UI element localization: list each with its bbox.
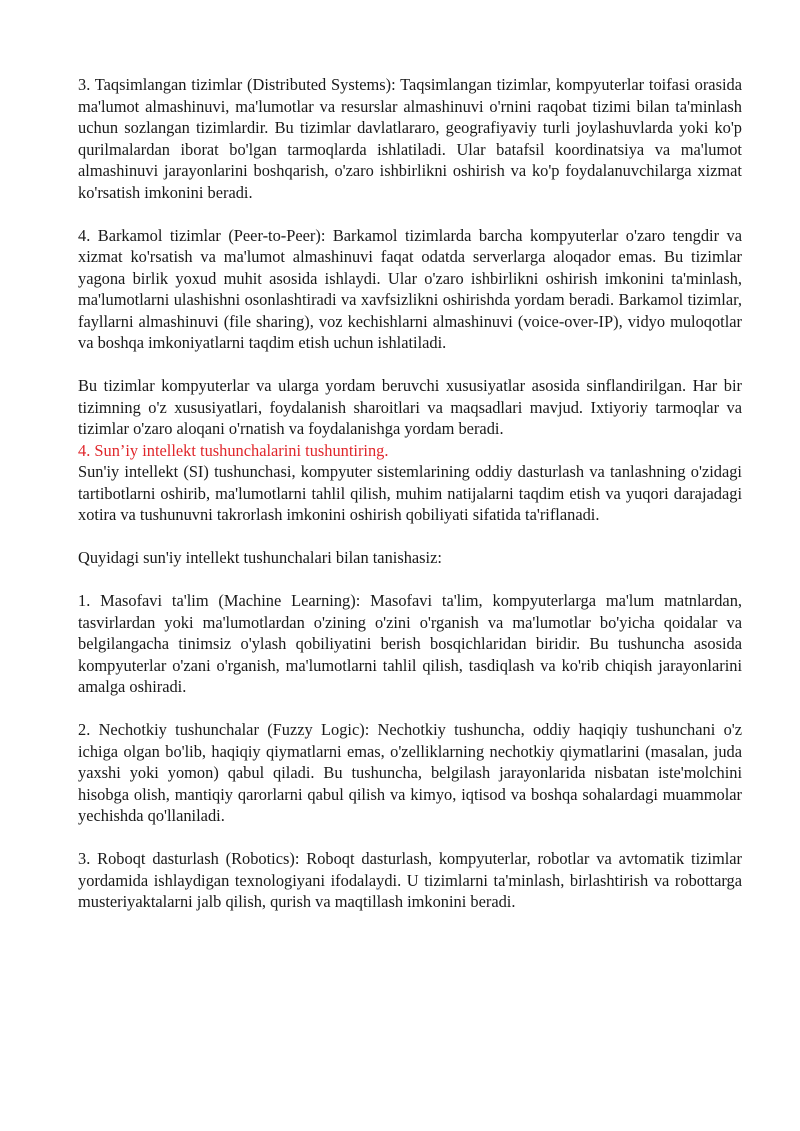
paragraph-ai-intro: Quyidagi sun'iy intellekt tushunchalari bilan tanishasiz: <box>78 548 442 567</box>
paragraph-distributed-systems: 3. Taqsimlangan tizimlar (Distributed Systems): Taqsimlangan tizimlar, kompyuterlar toifasi orasida ma'lumot almashinuvi, ma'lumotlar va resurslar almashinuvi o'rnini raqobat tizimi bilan ta'minlash uchun sozlangan tizimlardir. Bu tizimlar davlatlararo, geografiyaviy turli joylashuvlarda yoki ko'p qurilmalardan iborat bo'lgan tarmoqlarda ishlatiladi. Ular batafsil koordinatsiya va ma'lumot almashinuvi jarayonlarini boshqarish, o'zaro ishbirlikni oshirish va ko'p foydalanuvchilarga xizmat ko'rsatish imkonini beradi. <box>78 75 742 202</box>
paragraph-systems-summary: Bu tizimlar kompyuterlar va ularga yordam beruvchi xususiyatlar asosida sinflandirilgan. Har bir tizimning o'z xususiyatlari, foydalanish sharoitlari va maqsadlari mavjud. Ixtiyoriy tarmoqlar va tizimlar o'zaro aloqani o'rnatish va foydalanishga yordam beradi. <box>78 376 742 438</box>
paragraph-fuzzy-logic: 2. Nechotkiy tushunchalar (Fuzzy Logic): Nechotkiy tushuncha, oddiy haqiqiy tushunchani o'z ichiga olgan bo'lib, haqiqiy qiymatlarni emas, o'zelliklarning nechotkiy qiymatlarini (masalan, juda yaxshi yoki yomon) qabul qiladi. Bu tushuncha, belgilash jarayonlarida nisbatan iste'molchini hisobga olish, mantiqiy qarorlarni qabul qilish va kimyo, iqtisod va boshqa sohalardagi muammolar yechishda qo'llaniladi. <box>78 720 742 825</box>
section-heading: 4. Sun’iy intellekt tushunchalarini tushuntiring. <box>78 440 389 460</box>
paragraph-spacer <box>78 354 742 376</box>
paragraph-machine-learning: 1. Masofavi ta'lim (Machine Learning): Masofavi ta'lim, kompyuterlarga ma'lum matnlardan, tasvirlardan yoki ma'lumotlardan o'zining o'zini o'rganish va ma'lumotlar bo'yicha qoidalar va belgilangacha tinimsiz o'ylash qobiliyatini berish bosqichlaridan biridir. Bu tushuncha asosida kompyuterlar o'zani o'rganish, ma'lumotlarni tahlil qilish, tasdiqlash va ko'rib chiqish jarayonlarini amalga oshiradi. <box>78 591 742 696</box>
paragraph-ai-definition: Sun'iy intellekt (SI) tushunchasi, kompyuter sistemlarining oddiy dasturlash va tanlashning o'zidagi tartibotlarni oshirib, ma'lumotlarni tahlil qilish, muhim natijalarni taqdim etish va yuqori darajadagi xotira va tushunuvni takrorlash imkonini oshirish qobiliyati sifatida ta'riflanadi. <box>78 462 742 524</box>
paragraph-spacer <box>78 526 742 548</box>
paragraph-spacer <box>78 203 742 225</box>
document-page <box>78 74 742 913</box>
paragraph-spacer <box>78 698 742 720</box>
paragraph-peer-to-peer: 4. Barkamol tizimlar (Peer-to-Peer): Barkamol tizimlarda barcha kompyuterlar o'zaro tengdir va xizmat ko'rsatish va ma'lumot almashinuvi faqat odatda serverlarga aloqador emas. Bu tizimlar yagona birlik yoxud muhit asosida ishlaydi. Ular o'zaro ishbirlikni oshirish imkonini ta'minlash, ma'lumotlarni ulashishni osonlashtiradi va xavfsizlikni oshirishda yordam beradi. Barkamol tizimlar, fayllarni almashinuvi (file sharing), voz kechishlarni almashinuvi (voice-over-IP), vidyo muloqotlar va boshqa imkoniyatlarni taqdim etish uchun ishlatiladi. <box>78 225 742 352</box>
paragraph-spacer <box>78 827 742 849</box>
paragraph-spacer <box>78 569 742 591</box>
paragraph-robotics: 3. Roboqt dasturlash (Robotics): Roboqt dasturlash, kompyuterlar, robotlar va avtomatik tizimlar yordamida ishlaydigan texnologiyani ifodalaydi. U tizimlarni ta'minlash, birlashtirish va robottarga musteriyaktalarni jalb qilish, qurish va maqtillash imkonini beradi. <box>78 849 742 911</box>
